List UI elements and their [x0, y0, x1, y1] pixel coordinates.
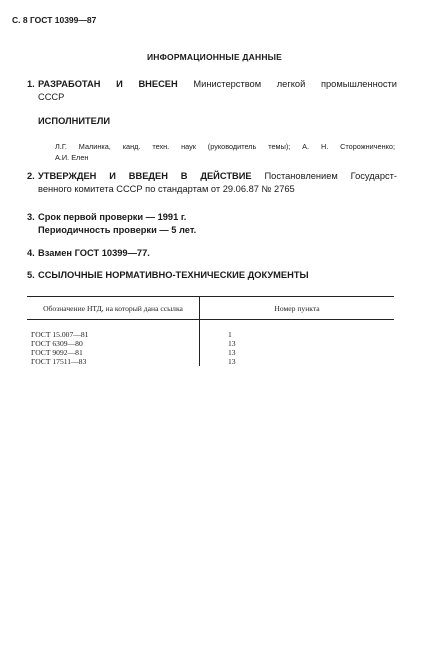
- item-developed-line2: СССР: [38, 92, 65, 102]
- table-cell-item-number: 1: [228, 330, 232, 339]
- performers-line2: А.И. Елен: [55, 153, 89, 162]
- table-header-row: [27, 297, 394, 320]
- item-developed-line1: [38, 78, 397, 91]
- item-replaces: [27, 247, 397, 260]
- item-approved-line2: венного комитета СССР по стандартам от 29.06.87 № 2765: [38, 184, 295, 194]
- item-references: [27, 269, 397, 282]
- section-title: ИНФОРМАЦИОННЫЕ ДАННЫЕ: [146, 52, 283, 62]
- item-number: 5.: [27, 270, 35, 280]
- table-row: [27, 357, 394, 366]
- performers-list: [55, 141, 395, 163]
- table-cell-designation: ГОСТ 17511—83: [27, 357, 200, 366]
- table-header-designation: Обозначение НТД, на который дана ссылка: [27, 297, 200, 320]
- references-table: [27, 296, 394, 366]
- performers-line1: Л.Г. Малинка, канд. техн. наук (руководитель темы); А. Н. Сторожниченко;: [55, 142, 395, 151]
- item-approved: [27, 170, 397, 196]
- item-references-line1: ССЫЛОЧНЫЕ НОРМАТИВНО-ТЕХНИЧЕСКИЕ ДОКУМЕНТЫ: [38, 270, 309, 280]
- item-approved-text: Постановлением Государст-: [264, 171, 397, 181]
- item-review-line2: Периодичность проверки — 5 лет.: [38, 225, 197, 235]
- table-row: [27, 339, 394, 348]
- item-number: 4.: [27, 248, 35, 258]
- table-cell-designation: ГОСТ 6309—80: [27, 339, 200, 348]
- item-review-line1: Срок первой проверки — 1991 г.: [38, 212, 187, 222]
- item-approved-line1: [38, 170, 397, 183]
- table-header-item-number: Номер пункта: [200, 297, 395, 320]
- item-review: [27, 211, 397, 237]
- item-number: 2.: [27, 171, 35, 181]
- item-number: 1.: [27, 79, 35, 89]
- table-cell-item-number: 13: [228, 348, 236, 357]
- page-header: С. 8 ГОСТ 10399—87: [12, 15, 97, 25]
- table-cell-designation: ГОСТ 9092—81: [27, 348, 200, 357]
- item-replaces-line1: Взамен ГОСТ 10399—77.: [38, 248, 150, 258]
- item-approved-bold: УТВЕРЖДЕН И ВВЕДЕН В ДЕЙСТВИЕ: [38, 171, 252, 181]
- performers-heading: ИСПОЛНИТЕЛИ: [38, 116, 111, 126]
- table-row: [27, 348, 394, 357]
- item-developed-text: Министерством легкой промышленности: [193, 79, 397, 89]
- table-cell-item-number: 13: [228, 339, 236, 348]
- table-cell-item-number: 13: [228, 357, 236, 366]
- item-developed: [27, 78, 397, 104]
- table-row: [27, 320, 394, 340]
- item-developed-bold: РАЗРАБОТАН И ВНЕСЕН: [38, 79, 178, 89]
- table-cell-designation: ГОСТ 15.007—81: [27, 320, 200, 340]
- item-number: 3.: [27, 212, 35, 222]
